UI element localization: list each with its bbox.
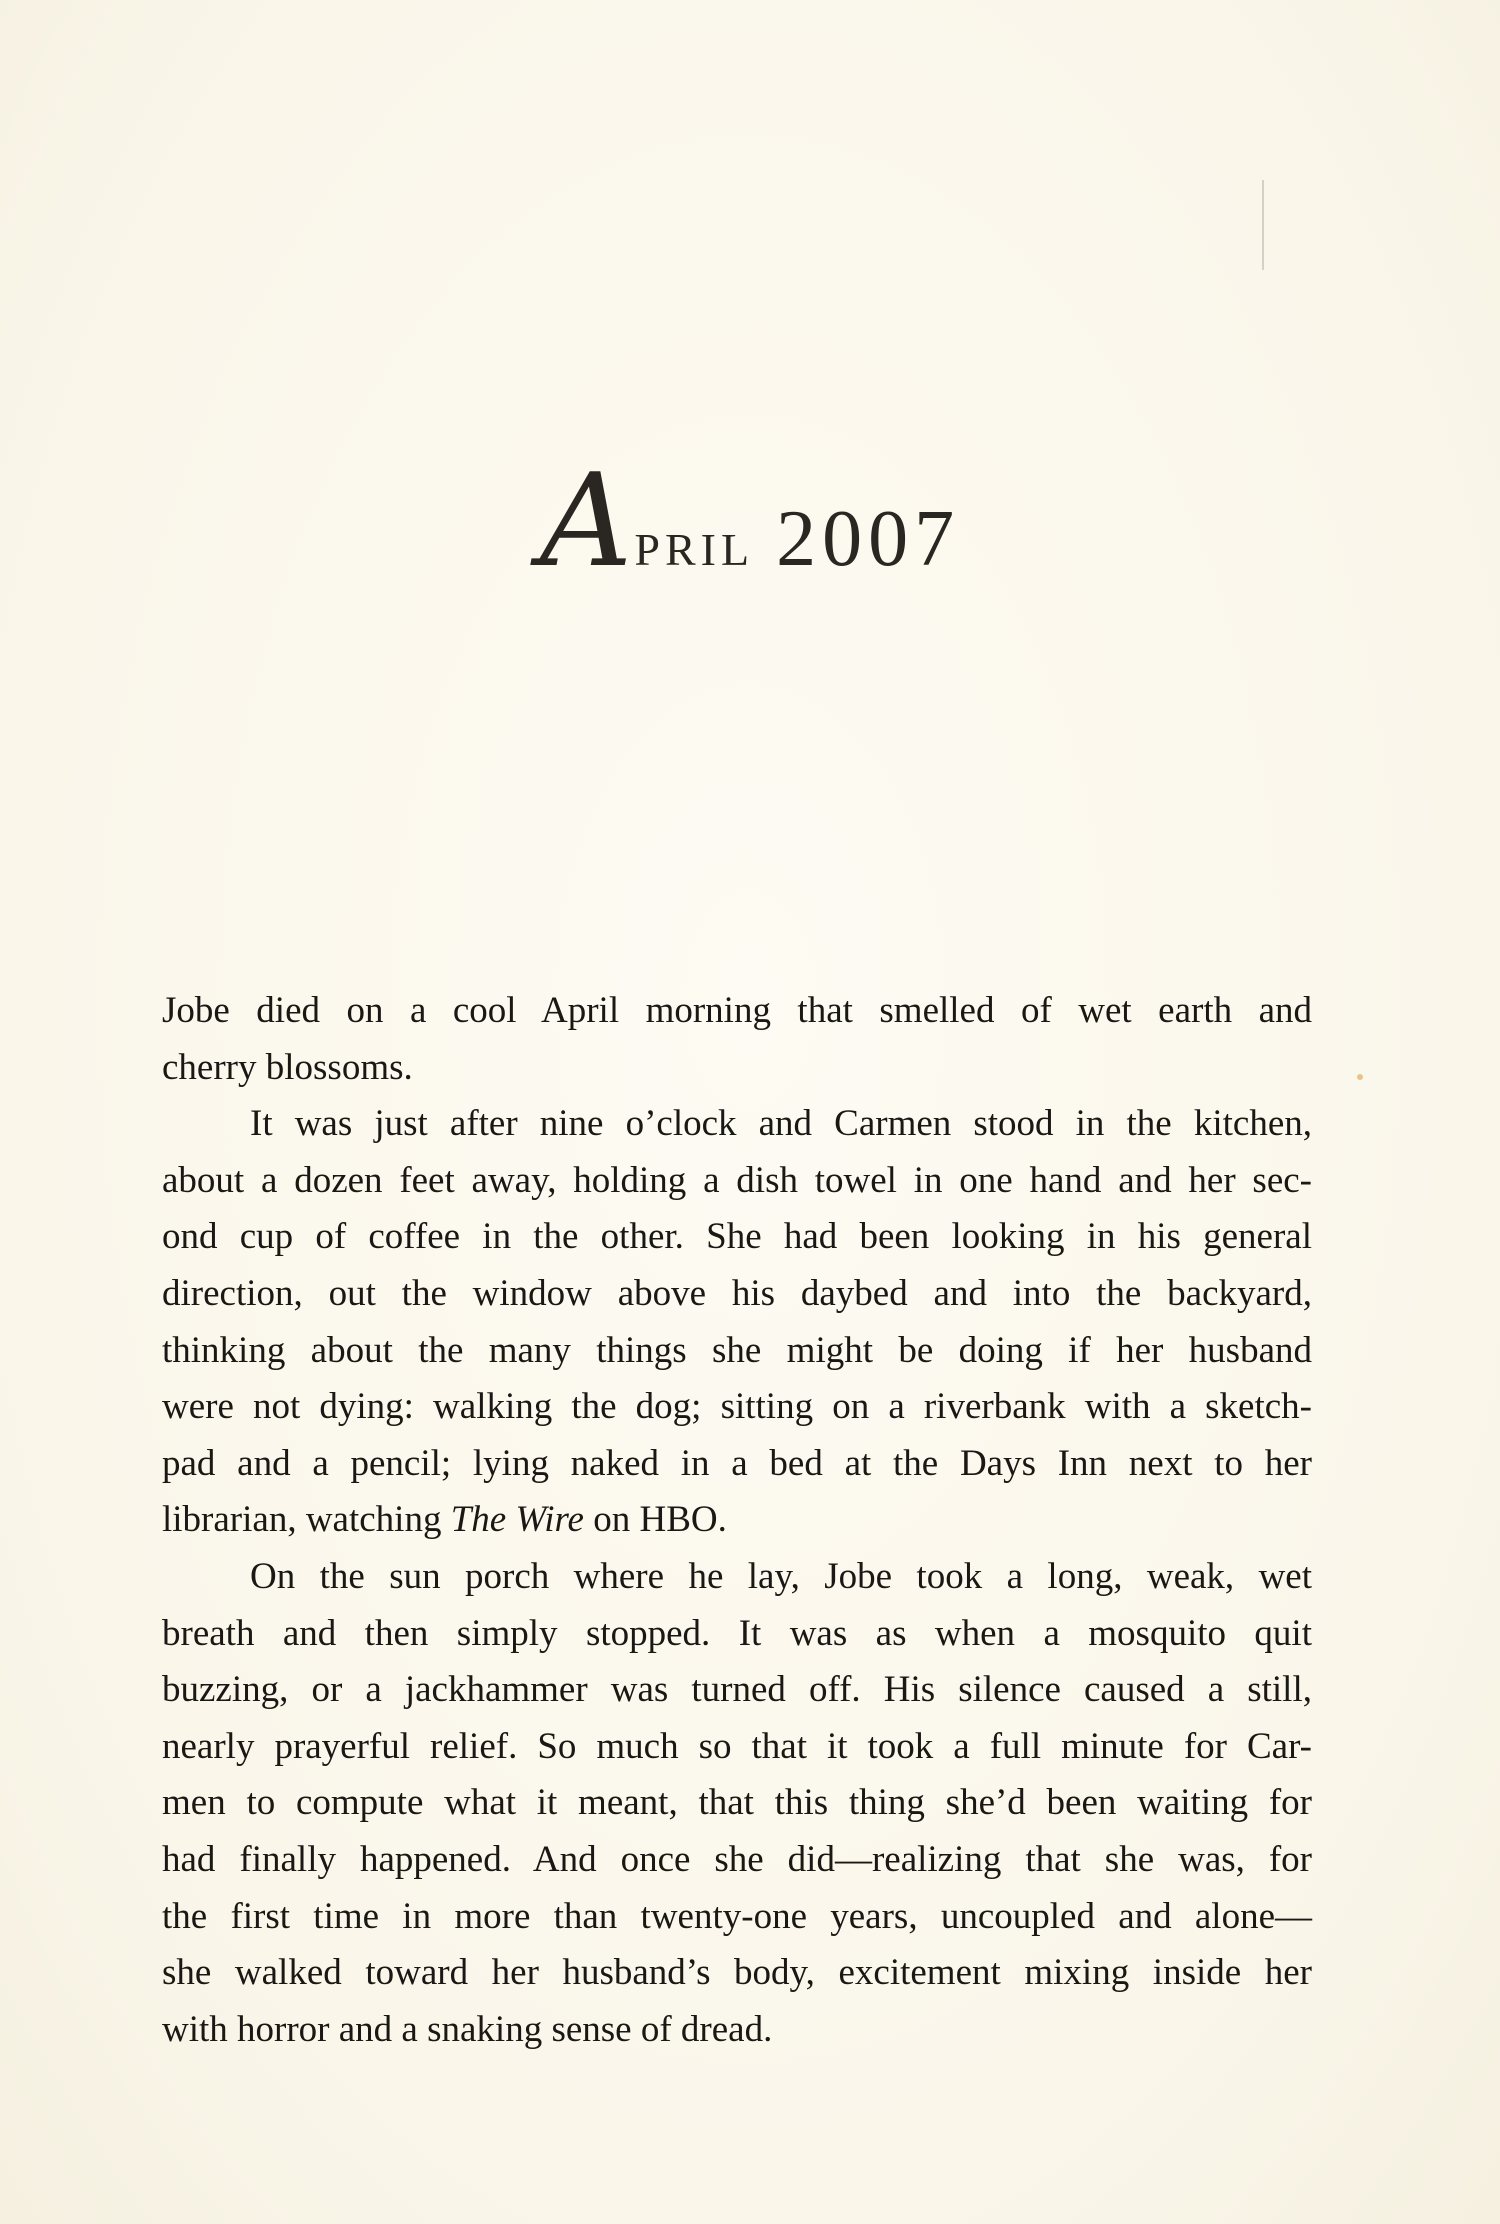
text-line [162,1492,1312,1549]
paragraph-1 [162,983,1312,1096]
paper-speck [1357,1074,1363,1080]
text-line: buzzing, or a jackhammer was turned off. His silence caused a still, [162,1669,1312,1711]
italic-title: The Wire [450,1499,584,1541]
text-line: men to compute what it meant, that this thing she’d been waiting for [162,1782,1312,1824]
text-fragment: librarian, watching [162,1499,451,1541]
text-line: about a dozen feet away, holding a dish towel in one hand and her sec- [162,1159,1312,1201]
text-line: On the sun porch where he lay, Jobe took a long, weak, wet [250,1555,1312,1597]
paragraph-2 [162,1096,1312,1549]
text-line: Jobe died on a cool April morning that smelled of wet earth and [162,990,1312,1031]
body-text [162,983,1312,2058]
text-line: with horror and a snaking sense of dread. [162,2008,773,2050]
text-line: cherry blossoms. [162,1046,413,1088]
text-line: had finally happened. And once she did—realizing that she was, for [162,1838,1312,1880]
text-line: direction, out the window above his daybed and into the backyard, [162,1272,1312,1314]
text-line: the first time in more than twenty-one years, uncoupled and alone— [162,1895,1312,1937]
chapter-drop-cap: A [539,447,631,596]
text-fragment: on HBO. [583,1499,727,1541]
text-line: were not dying: walking the dog; sitting on a riverbank with a sketch- [162,1386,1312,1428]
text-line: thinking about the many things she might be doing if her husband [162,1329,1312,1371]
chapter-year: 2007 [776,495,961,583]
text-line: pad and a pencil; lying naked in a bed at the Days Inn next to her [162,1442,1312,1484]
scan-mark [1262,180,1264,270]
text-line: ond cup of coffee in the other. She had been looking in his general [162,1216,1312,1258]
text-line: nearly prayerful relief. So much so that it took a full minute for Car- [162,1725,1312,1767]
text-line: breath and then simply stopped. It was as when a mosquito quit [162,1612,1312,1654]
paragraph-3 [162,1549,1312,2058]
chapter-title-rest: PRIL [634,524,755,575]
chapter-title [0,447,1500,596]
text-line: It was just after nine o’clock and Carmen stood in the kitchen, [250,1103,1312,1145]
text-line: she walked toward her husband’s body, excitement mixing inside her [162,1952,1312,1994]
